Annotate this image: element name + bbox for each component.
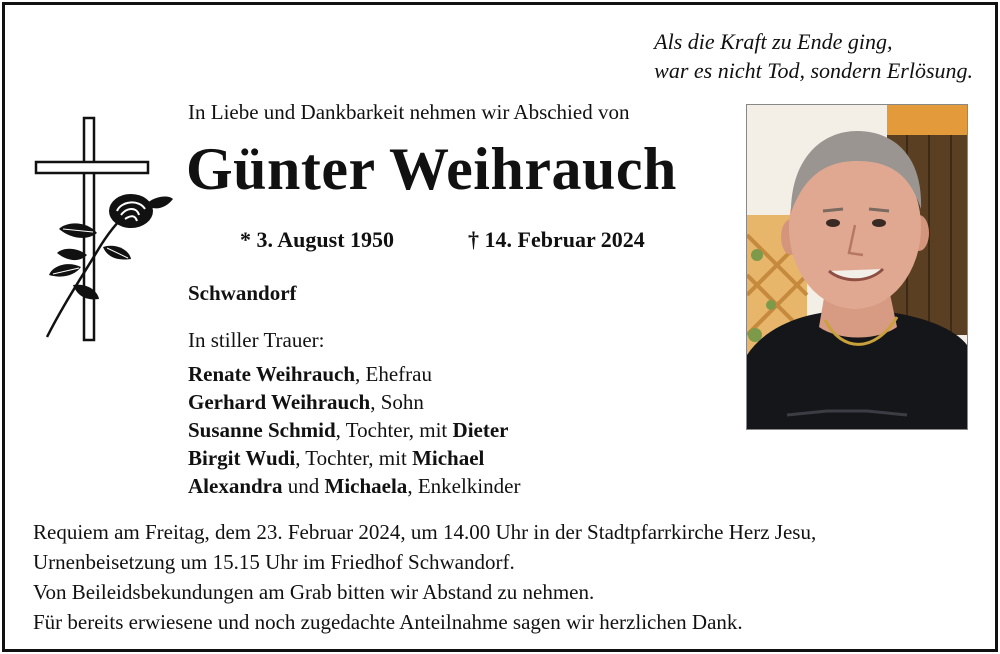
mourner-connector: und <box>282 474 325 498</box>
obituary-card <box>2 2 998 652</box>
death-date: † 14. Februar 2024 <box>468 227 645 252</box>
mourner-partner: Michael <box>412 446 485 470</box>
portrait-illustration <box>747 105 967 429</box>
mourner-relation: , Sohn <box>370 390 424 414</box>
deceased-name: Günter Weihrauch <box>186 136 677 202</box>
mourner-relation: , Enkelkinder <box>407 474 521 498</box>
mourner-row <box>188 388 520 416</box>
mourner-name: Susanne Schmid <box>188 418 336 442</box>
mourner-name: Gerhard Weihrauch <box>188 390 371 414</box>
motto <box>654 27 973 85</box>
mourner-row <box>188 416 520 444</box>
mourner-row <box>188 444 520 472</box>
mourner-relation: , Ehefrau <box>355 362 432 386</box>
requiem-info: Requiem am Freitag, dem 23. Februar 2024, um 14.00 Uhr in der Stadtpfarrkirche Herz Jesu, <box>33 520 817 544</box>
portrait-photo <box>746 104 968 430</box>
mourner-name: Birgit Wudi <box>188 446 296 470</box>
thanks-note: Für bereits erwiesene und noch zugedachte Anteilnahme sagen wir herzlichen Dank. <box>33 610 743 634</box>
burial-info: Urnenbeisetzung um 15.15 Uhr im Friedhof Schwandorf. <box>33 550 515 574</box>
mourner-partner: Dieter <box>452 418 509 442</box>
mourner-partner: Michaela <box>324 474 408 498</box>
service-notes <box>33 517 816 637</box>
residence: Schwandorf <box>188 281 297 305</box>
cross-with-rose-icon <box>33 115 175 347</box>
birth-date: * 3. August 1950 <box>240 227 395 252</box>
mourner-name: Renate Weihrauch <box>188 362 356 386</box>
mourner-row <box>188 360 520 388</box>
condolence-note: Von Beileidsbekundungen am Grab bitten wir Abstand zu nehmen. <box>33 580 595 604</box>
mourners-list <box>188 360 520 500</box>
mourner-relation: , Tochter, mit <box>335 418 453 442</box>
mourner-name: Alexandra <box>188 474 283 498</box>
mourner-relation: , Tochter, mit <box>295 446 413 470</box>
mourner-row <box>188 472 520 500</box>
mourning-label: In stiller Trauer: <box>188 328 325 352</box>
motto-line-1: Als die Kraft zu Ende ging, <box>654 29 893 54</box>
intro-text: In Liebe und Dankbarkeit nehmen wir Abschied von <box>188 100 630 124</box>
motto-line-2: war es nicht Tod, sondern Erlösung. <box>654 58 973 83</box>
